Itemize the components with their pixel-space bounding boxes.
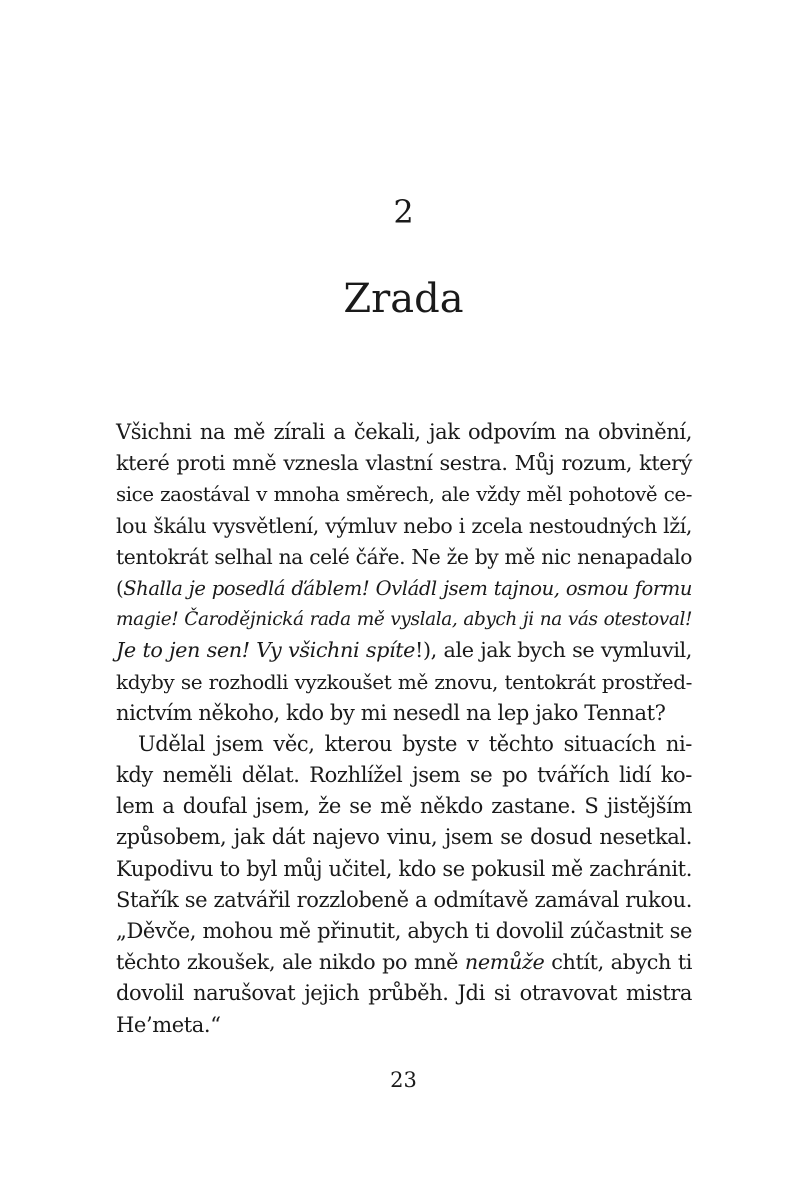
text-line: tentokrát selhal na celé čáře. Ne že by mě nic nenapadalo <box>116 544 692 569</box>
text-line: lou škálu vysvětlení, výmluv nebo i zcela nestoudných lží, <box>116 513 692 538</box>
text-line <box>116 635 692 666</box>
text-line: „Děvče, mohou mě přinutit, abych ti dovolil zúčastnit se <box>116 919 692 943</box>
italic-text: magie! Čarodějnická rada mě vyslala, abych ji na vás otestoval! <box>116 609 692 631</box>
text-line <box>116 573 692 604</box>
text-line: kdy neměli dělat. Rozhlížel jsem se po tvářích lidí ko- <box>116 763 692 788</box>
italic-text: Je to jen sen! Vy všichni spíte <box>116 638 416 663</box>
paragraph <box>116 729 692 1041</box>
text-line: kdyby se rozhodli vyzkoušet mě znovu, tentokrát prostřed- <box>116 669 692 694</box>
text-line: He’meta.“ <box>116 1012 221 1037</box>
text-span: ( <box>116 576 124 600</box>
chapter-title: Zrada <box>343 276 464 322</box>
italic-text: Shalla je posedlá ďáblem! Ovládl jsem tajnou, osmou formu <box>123 576 692 600</box>
text-line: sice zaostával v mnoha směrech, ale vždy měl pohotově ce- <box>116 483 692 507</box>
text-line: lem a doufal jsem, že se mě někdo zastane. S jistějším <box>116 794 692 819</box>
text-line <box>116 947 692 978</box>
text-span: chtít, abych ti <box>544 950 692 975</box>
text-line: Všichni na mě zírali a čekali, jak odpovím na obvinění, <box>116 420 692 444</box>
paragraph <box>116 417 692 729</box>
page-number: 23 <box>390 1068 417 1092</box>
text-line: způsobem, jak dát najevo vinu, jsem se dosud nesetkal. <box>116 825 692 850</box>
text-span: !), ale jak bych se vymluvil, <box>415 638 692 663</box>
text-line <box>116 604 692 635</box>
body-text <box>116 417 692 1041</box>
chapter-number: 2 <box>393 193 414 231</box>
text-line: Kupodivu to byl můj učitel, kdo se pokusil mě zachránit. <box>116 856 692 881</box>
text-line: Stařík se zatvářil rozzlobeně a odmítavě zamával rukou. <box>116 887 692 912</box>
text-line: nictvím někoho, kdo by mi nesedl na lep jako Tennat? <box>116 700 666 725</box>
text-span: těchto zkoušek, ale nikdo po mně <box>116 950 465 975</box>
text-line: Udělal jsem věc, kterou byste v těchto situacích ni- <box>138 731 692 756</box>
text-line: dovolil narušovat jejich průběh. Jdi si otravovat mistra <box>116 981 692 1006</box>
italic-text: nemůže <box>464 950 545 975</box>
text-line: které proti mně vznesla vlastní sestra. Můj rozum, který <box>116 451 692 476</box>
